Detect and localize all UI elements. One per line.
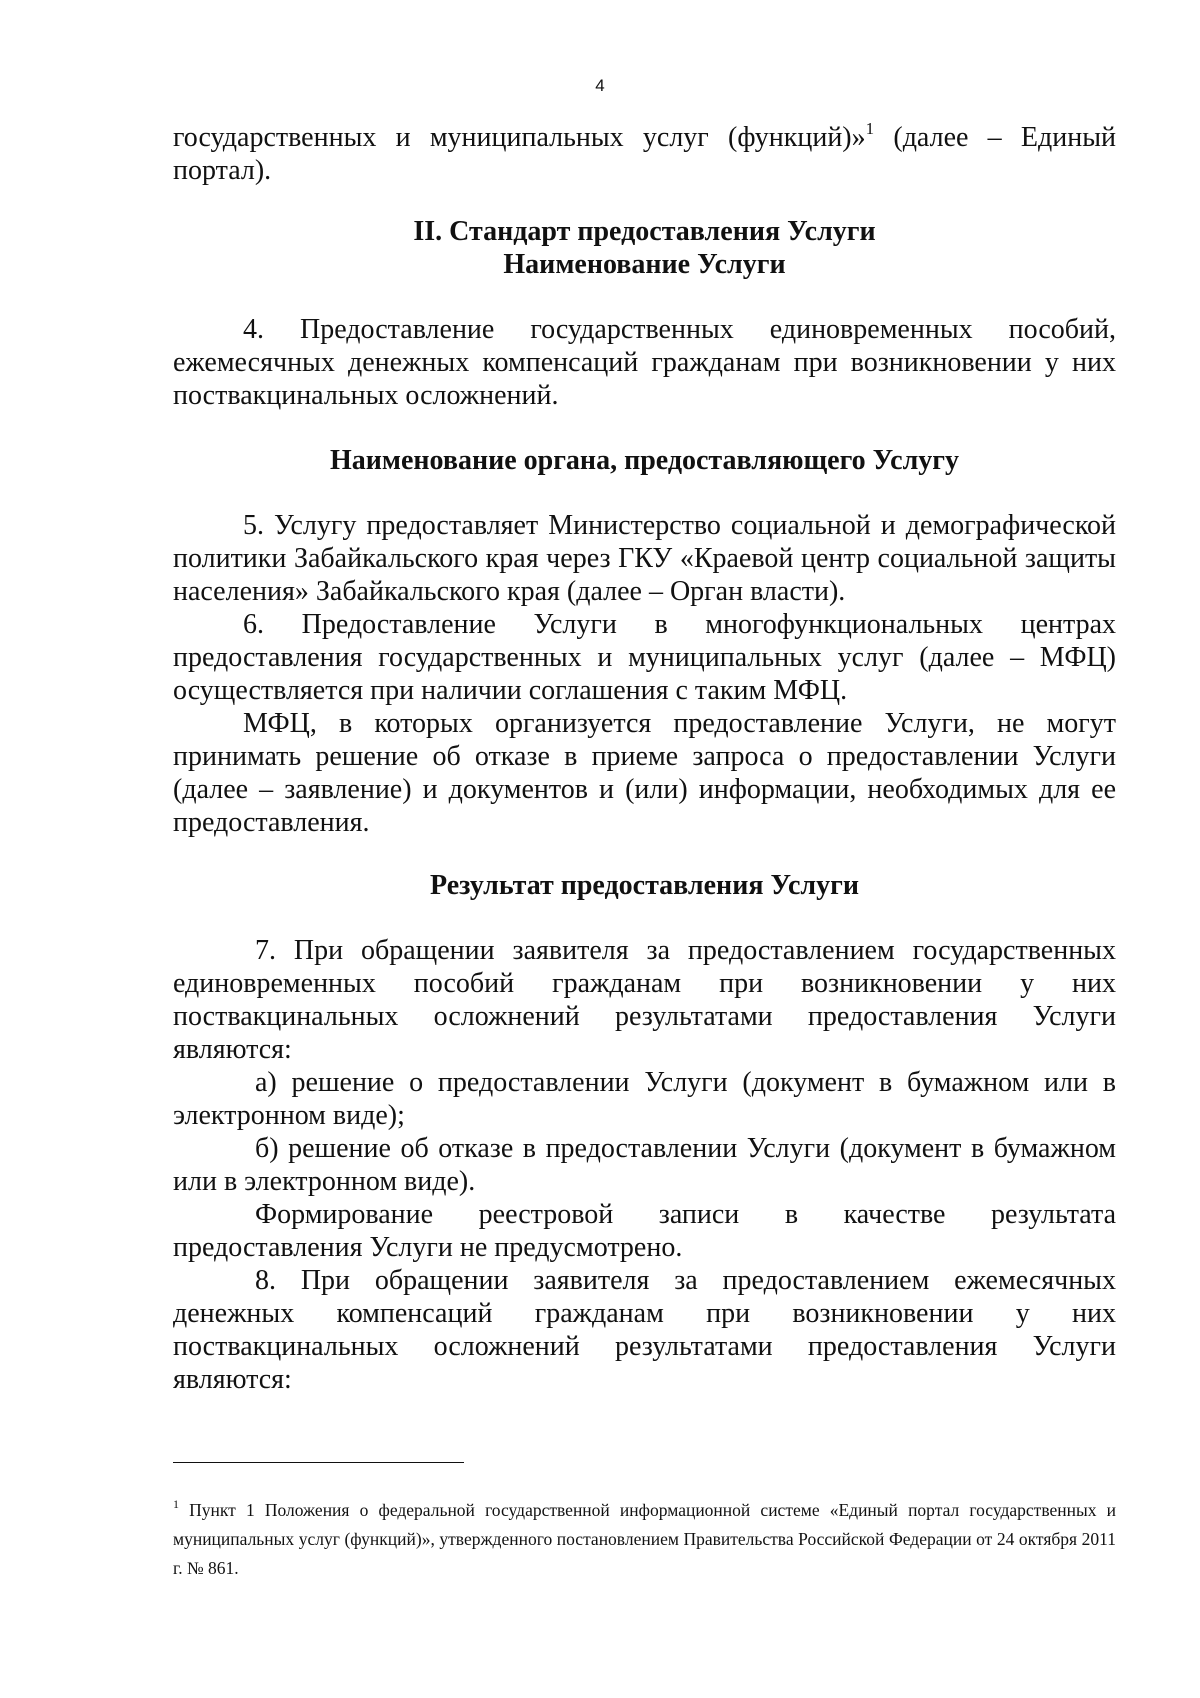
footnote-reference: 1 (865, 119, 875, 138)
document-body (173, 121, 1116, 1396)
heading-result: Результат предоставления Услуги (430, 870, 859, 901)
section-heading-line-2: Наименование Услуги (503, 249, 786, 280)
continuation-text-after: (далее – Единый портал). (173, 122, 1116, 186)
footnote-separator (173, 1462, 464, 1463)
paragraph-5: 5. Услугу предоставляет Министерство социальной и демографической политики Забайкальского края через ГКУ «Краевой центр социальной защиты населения» Забайкальского края (далее – Орган власти). (173, 510, 1116, 607)
paragraph-mfc: МФЦ, в которых организуется предоставление Услуги, не могут принимать решение об отказе в приеме запроса о предоставлении Услуги (далее – заявление) и документов и (или) информации, необходимых для ее предоставления. (173, 708, 1116, 838)
paragraph-7: 7. При обращении заявителя за предоставлением государственных единовременных пособий гражданам при возникновении у них поствакцинальных осложнений результатами предоставления Услуги являются: (173, 935, 1116, 1065)
footnote-marker: 1 (173, 1497, 179, 1511)
item-a: а) решение о предоставлении Услуги (документ в бумажном или в электронном виде); (173, 1067, 1116, 1131)
paragraph-4: 4. Предоставление государственных единовременных пособий, ежемесячных денежных компенсаций гражданам при возникновении у них поствакцинальных осложнений. (173, 314, 1116, 411)
paragraph-registry: Формирование реестровой записи в качестве результата предоставления Услуги не предусмотрено. (173, 1199, 1116, 1263)
page-number: 4 (595, 76, 605, 95)
continuation-text: государственных и муниципальных услуг (функций)» (173, 122, 866, 153)
paragraph-6: 6. Предоставление Услуги в многофункциональных центрах предоставления государственных и муниципальных услуг (далее – МФЦ) осуществляется при наличии соглашения с таким МФЦ. (173, 609, 1116, 706)
heading-organ: Наименование органа, предоставляющего Услугу (329, 445, 959, 476)
section-heading-line-1: II. Стандарт предоставления Услуги (413, 216, 876, 247)
paragraph-8: 8. При обращении заявителя за предоставлением ежемесячных денежных компенсаций гражданам при возникновении у них поствакцинальных осложнений результатами предоставления Услуги являются: (173, 1265, 1116, 1395)
footnote (173, 1496, 1116, 1583)
item-b: б) решение об отказе в предоставлении Услуги (документ в бумажном или в электронном виде). (173, 1133, 1116, 1197)
continuation-paragraph (173, 121, 1116, 187)
footnote-text: Пункт 1 Положения о федеральной государственной информационной системе «Единый портал государственных и муниципальных услуг (функций)», утвержденного постановлением Правительства Российской Федерации от 24 октября 2011 г. № 861. (173, 1500, 1116, 1578)
